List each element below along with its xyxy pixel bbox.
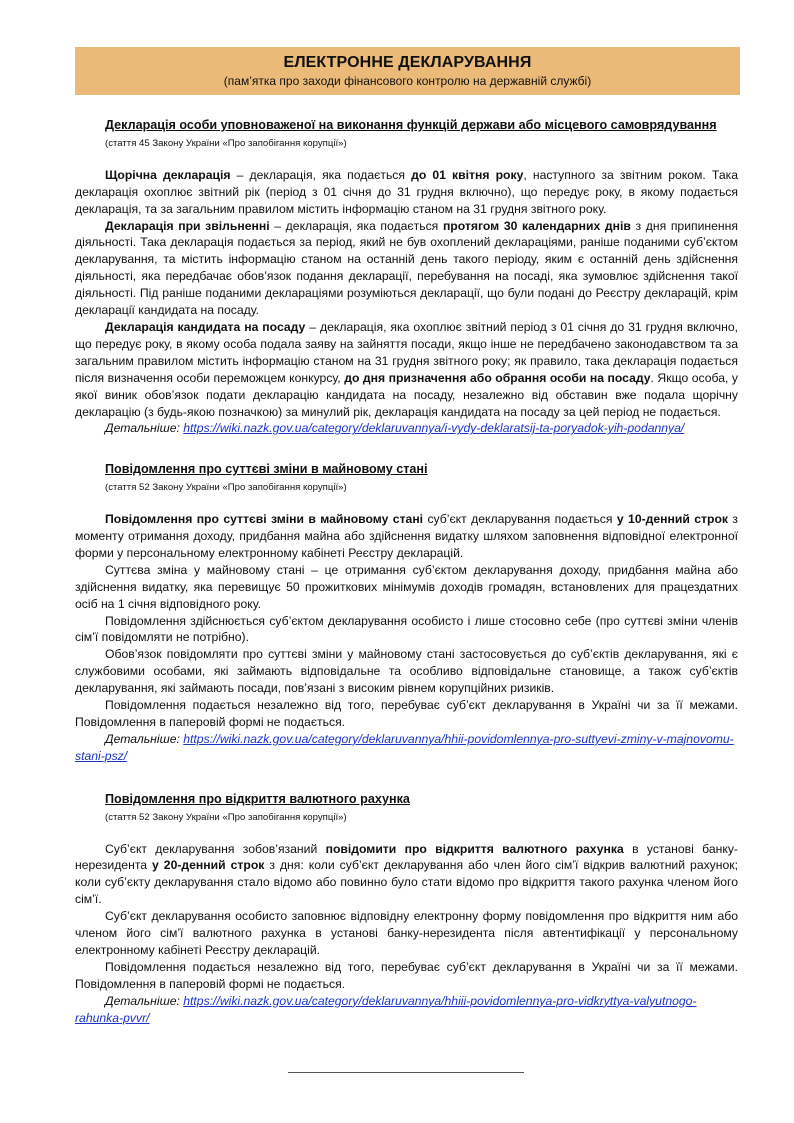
more-link[interactable]: https://wiki.nazk.gov.ua/category/deklaruvannya/i-vydy-deklaratsij-ta-poryadok-yih-podannya/ xyxy=(183,421,685,436)
paragraph-candidate xyxy=(75,319,738,420)
section-source: (стаття 52 Закону України «Про запобігання корупції») xyxy=(105,811,347,823)
text: з дня припинення діяльності. Така декларація подається за період, який не був охоплений деклараціями, раніше поданими суб’єктом декларування, та містить інформацію станом на останній день такого періоду, яким є останній день здійснення діяльності, яка передбачає обов’язок подання декларації, перебування на посаді, яка зумовлює здійснення такої діяльності. Під раніше поданими деклараціями розуміються декларації, що були подані до Реєстру декларацій, крім декларації кандидата на посаду. xyxy=(75,218,738,318)
term-candidate: Декларація кандидата на посаду xyxy=(105,319,306,334)
paragraph: Обов’язок повідомляти про суттєві зміни у майновому стані застосовується до суб’єктів декларування, які є службовими особами, які займають відповідальне та особливо відповідальне становище, а також суб’єктів декларування, які займають посади, пов’язані з високим рівнем корупційних ризиків. xyxy=(75,647,738,696)
text: . Якщо особа, у якої виник обов’язок подати декларацію кандидата на посаду, незалежно від обставин вже подала щорічну декларацію (з будь-якою позначкою) за минулий рік, декларація кандидата на посаду за цей період не подається. xyxy=(75,370,739,419)
section-heading: Декларація особи уповноваженої на виконання функцій держави або місцевого самоврядування xyxy=(105,118,717,132)
text: – декларація, яка подається xyxy=(269,218,443,233)
section-source: (стаття 52 Закону України «Про запобігання корупції») xyxy=(105,482,347,494)
deadline: у 10-денний строк xyxy=(616,512,729,527)
text: , наступного за звітним роком. Така декларація охоплює звітний рік (період з 01 січня до 31 грудня включно), що передує року, в якому подається декларація, та за загальним правилом містить інформацію станом на 31 грудня звітного року. xyxy=(75,167,738,216)
section-source: (стаття 45 Закону України «Про запобігання корупції») xyxy=(105,137,347,149)
more-info xyxy=(75,420,738,437)
more-label: Детальніше: xyxy=(105,993,180,1008)
text: – декларація, яка подається xyxy=(230,167,412,182)
text: з моменту отримання доходу, придбання майна або здійснення видатку шляхом заповнення відповідної електронної форми у персональному електронному кабінеті Реєстру декларацій. xyxy=(75,512,738,560)
section-heading: Повідомлення про відкриття валютного рахунка xyxy=(105,791,410,806)
text: з дня: коли суб’єкт декларування або член його сім’ї відкрив валютний рахунок; коли суб’єкту декларування стало відомо або повинно було стати відомо про відкриття такого рахунка членом його сім’ї. xyxy=(75,858,739,907)
text: в установі банку-нерезидента xyxy=(75,841,738,873)
paragraph: Суттєва зміна у майновому стані – це отримання суб’єктом декларування доходу, придбання майна або здійснення видатку, яка перевищує 50 прожиткових мінімумів доходів громадян, встановлених для працездатних осіб на 1 січня відповідного року. xyxy=(75,562,738,611)
text: суб’єкт декларування подається xyxy=(423,512,617,527)
section-annual-declaration xyxy=(75,117,738,437)
section-property-changes xyxy=(75,461,738,764)
paragraph xyxy=(75,511,738,562)
deadline: до дня призначення або обрання особи на посаду xyxy=(344,370,651,385)
paragraph: Повідомлення подається незалежно від того, перебуває суб’єкт декларування в Україні чи за її межами. Повідомлення в паперовій формі не подається. xyxy=(75,698,738,729)
term-dismissal: Декларація при звільненні xyxy=(105,218,270,233)
more-label: Детальніше: xyxy=(105,421,180,436)
more-info xyxy=(75,993,738,1027)
section-heading: Повідомлення про суттєві зміни в майновому стані xyxy=(105,462,428,477)
more-info xyxy=(75,731,738,765)
paragraph-dismissal xyxy=(75,218,738,319)
section-foreign-account xyxy=(75,791,738,1027)
closing-divider xyxy=(288,1072,524,1073)
term-annual: Щорічна декларація xyxy=(105,167,231,182)
text: – декларація, яка охоплює звітний період з 01 січня до 31 грудня включно, що передує року, в якому особа подала заяву на зайняття посади, якщо інше не передбачено законодавством та за загальним правилом містить інформацію станом на 31 грудня звітного року; як правило, така декларація подається після визначення особи переможцем конкурсу, xyxy=(75,319,738,385)
deadline: до 01 квітня року xyxy=(411,167,524,182)
more-link[interactable]: https://wiki.nazk.gov.ua/category/deklaruvannya/hhii-povidomlennya-pro-suttyevi-zminy-v-majnovomu-stani-psz/ xyxy=(75,731,734,763)
paragraph: Повідомлення подається незалежно від того, перебуває суб’єкт декларування в Україні чи за її межами. Повідомлення в паперовій формі не подається. xyxy=(75,959,738,991)
term: повідомити про відкриття валютного рахунка xyxy=(325,841,624,856)
more-label: Детальніше: xyxy=(105,731,180,746)
paragraph xyxy=(75,841,738,909)
document-title: ЕЛЕКТРОННЕ ДЕКЛАРУВАННЯ xyxy=(283,54,532,71)
deadline: у 20-денний строк xyxy=(152,858,265,873)
paragraph-annual xyxy=(75,167,738,218)
paragraph: Суб’єкт декларування особисто заповнює відповідну електронну форму повідомлення про відкриття ним або членом його сім’ї валютного рахунка в установі банку-нерезидента після автентифікації у персональному електронному кабінеті Реєстру декларацій. xyxy=(75,909,738,957)
paragraph: Повідомлення здійснюється суб’єктом декларування особисто і лише стосовно себе (про суттєві зміни членів сім’ї повідомляти не потрібно). xyxy=(75,613,738,645)
text: Суб’єкт декларування зобов’язаний xyxy=(105,841,326,856)
term: Повідомлення про суттєві зміни в майновому стані xyxy=(105,512,424,527)
header-banner xyxy=(75,47,740,95)
deadline: протягом 30 календарних днів xyxy=(442,218,631,233)
document-subtitle: (пам’ятка про заходи фінансового контролю на державній службі) xyxy=(223,74,592,88)
more-link[interactable]: https://wiki.nazk.gov.ua/category/deklaruvannya/hhiii-povidomlennya-pro-vidkryttya-valyutnogo-rahunka-pvvr/ xyxy=(75,993,697,1025)
document-body xyxy=(75,117,738,1045)
